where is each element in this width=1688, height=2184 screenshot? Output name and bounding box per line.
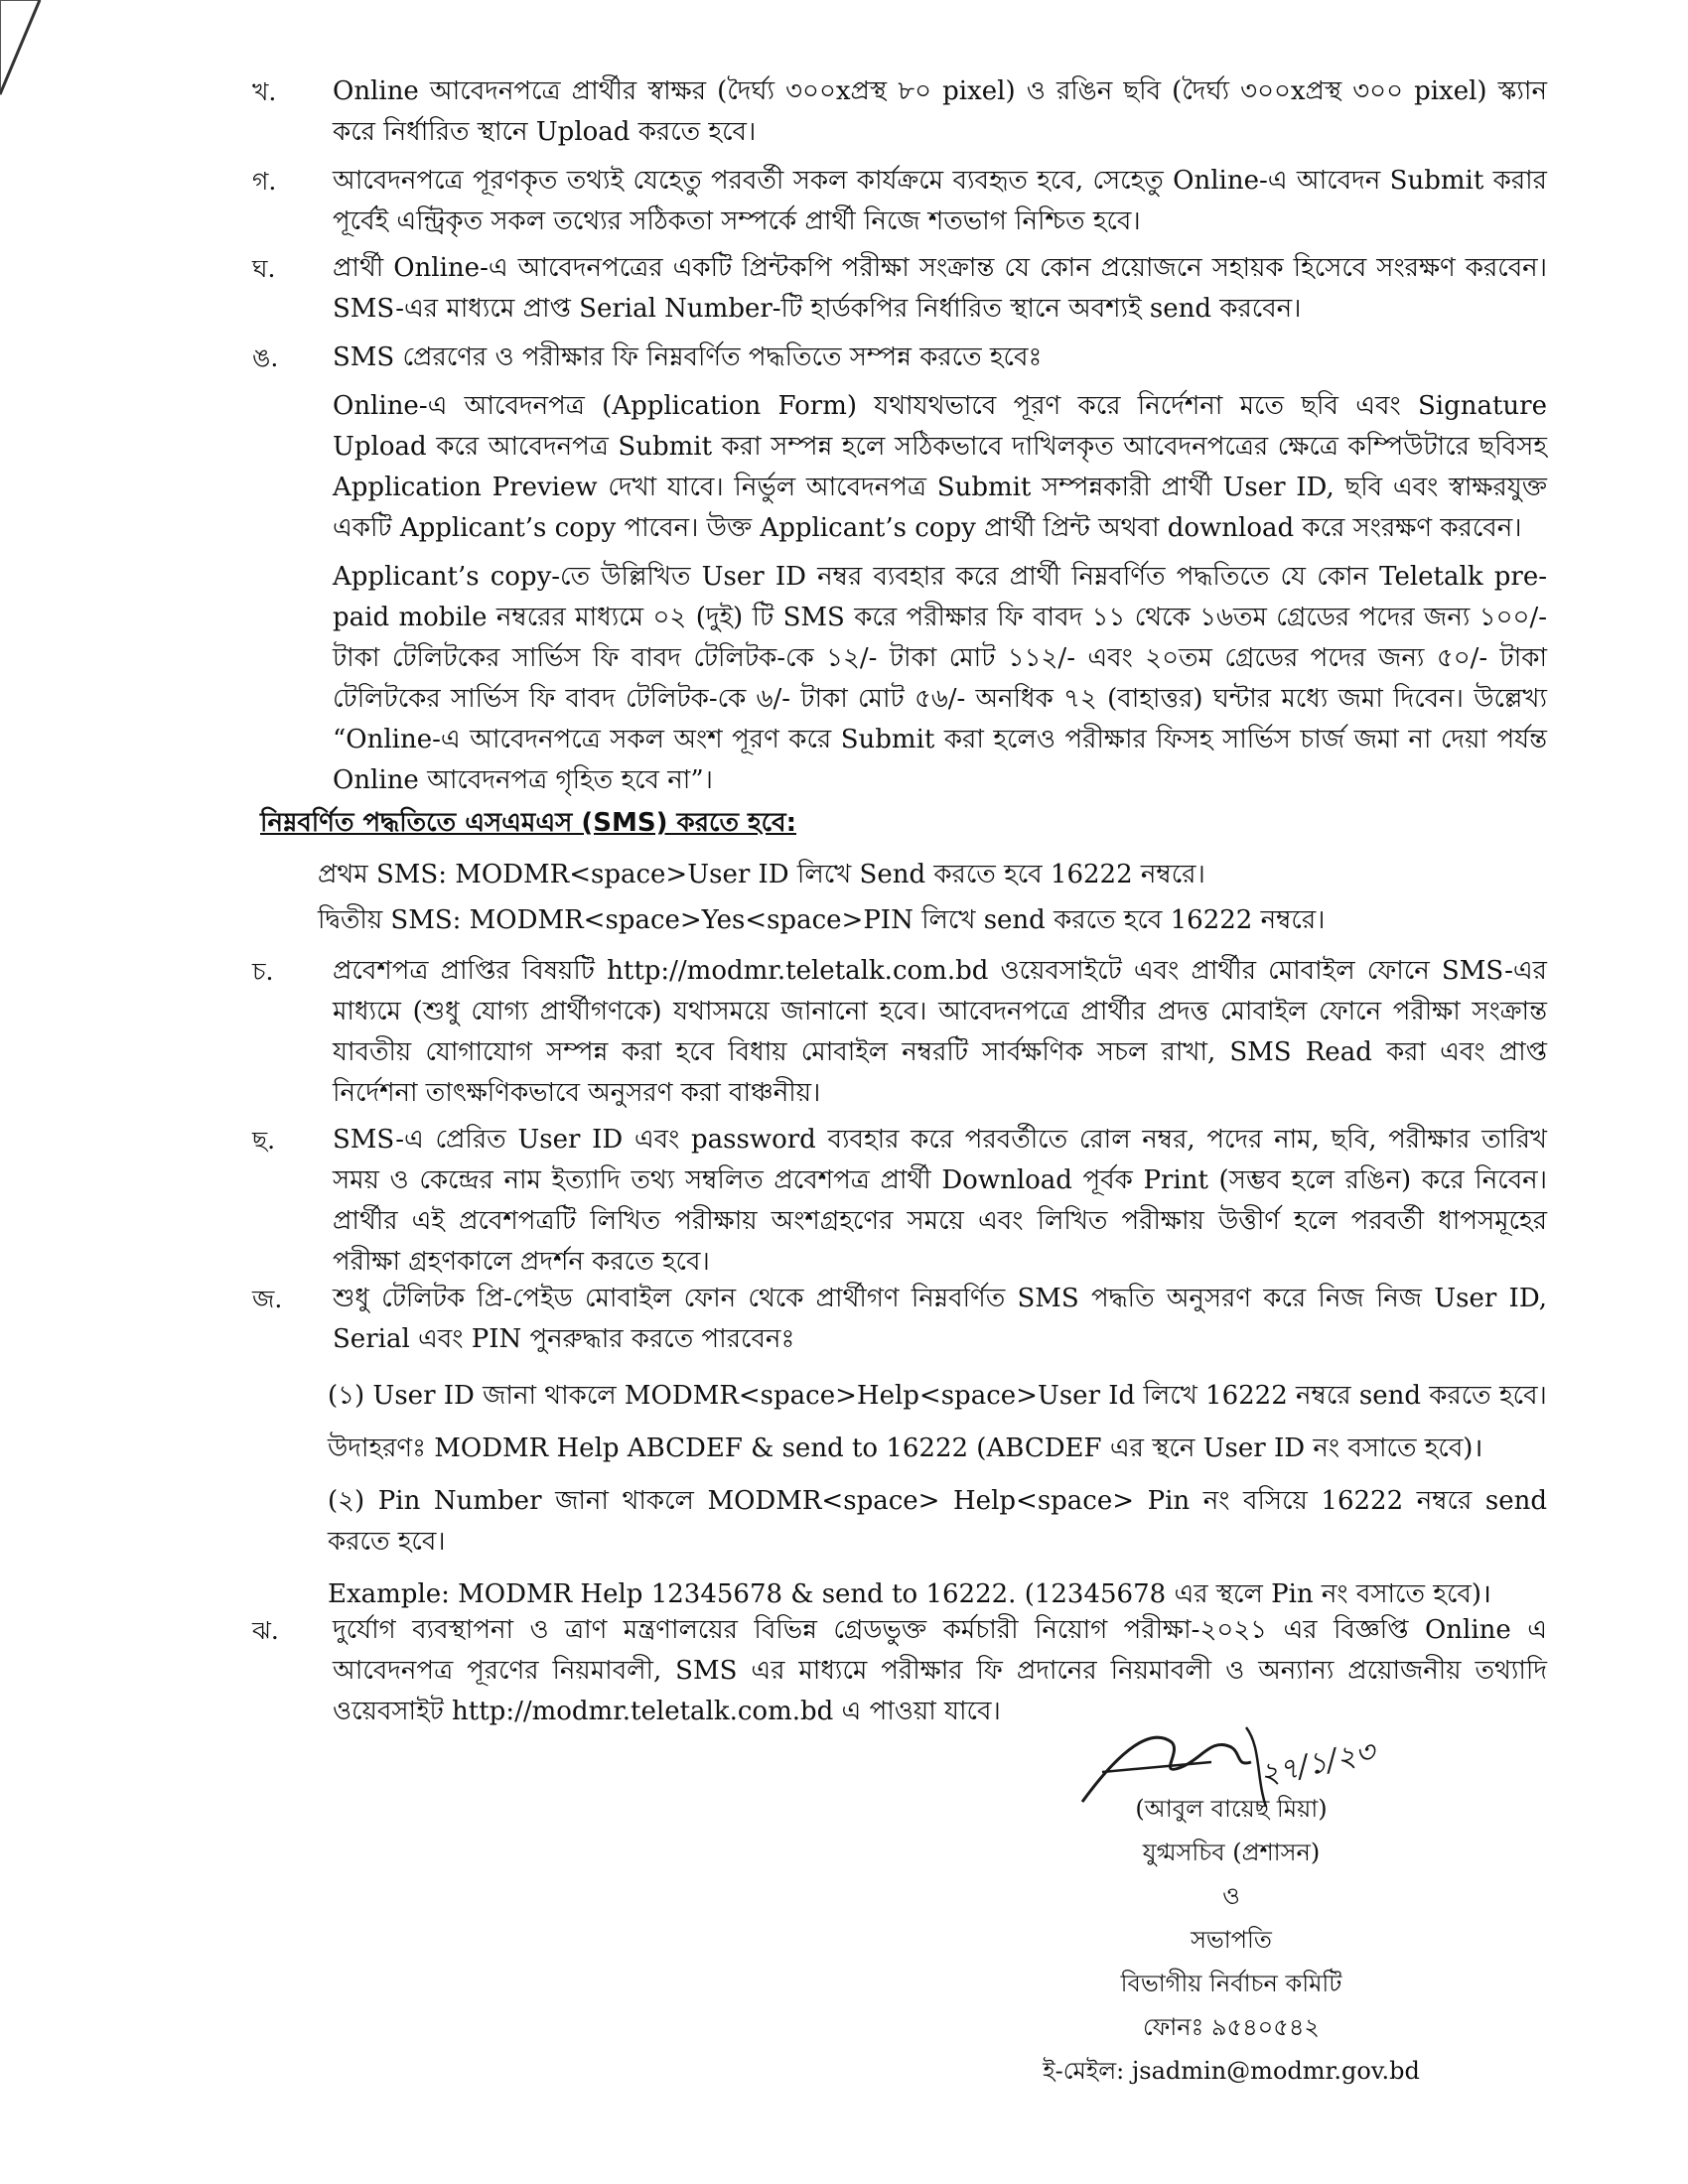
- item-ja: [252, 1279, 1547, 1368]
- item-label: খ.: [252, 77, 277, 106]
- paragraph: আবেদনপত্রে পূরণকৃত তথ্যই যেহেতু পরবর্তী সকল কার্যক্রমে ব্যবহৃত হবে, সেহেতু Online-এ আবেদন Submit করার পূর্বেই এন্ট্রিকৃত সকল তথ্যের সঠিকতা সম্পর্কে প্রার্থী নিজে শতভাগ নিশ্চিত হবে।: [333, 166, 1547, 236]
- signature-date: ২৭/১/২৩: [1256, 1734, 1378, 1793]
- sms-steps: [318, 852, 1325, 943]
- paragraph: Online-এ আবেদনপত্র (Application Form) যথাযথভাবে পূরণ করে নির্দেশনা মতে ছবি এবং Signature Upload করে আবেদনপত্র Submit করা সম্পন্ন হলে সঠিকভাবে দাখিলকৃত আবেদনপত্রের ক্ষেত্রে কম্পিউটারে ছবিসহ Application Preview দেখা যাবে। নির্ভুল আবেদনপত্র Submit সম্পন্নকারী প্রার্থী User ID, ছবি এবং স্বাক্ষরযুক্ত একটি Applicant’s copy পাবেন। উক্ত Applicant’s copy প্রার্থী প্রিন্ট অথবা download করে সংরক্ষণ করবেন।: [333, 391, 1547, 543]
- email-address: ই-মেইল: jsadmin@modmr.gov.bd: [1043, 2057, 1420, 2085]
- item-label: চ.: [252, 957, 274, 986]
- item-umo: [252, 338, 1547, 809]
- signature-block: [1013, 1787, 1450, 2093]
- item-label: জ.: [252, 1285, 283, 1313]
- item-text: [333, 1120, 1547, 1283]
- item-text: [333, 71, 1547, 153]
- signatory-designation: যুগ্মসচিব (প্রশাসন): [1142, 1839, 1321, 1866]
- item-chha: [252, 1120, 1547, 1291]
- item-kha: [252, 71, 1547, 161]
- committee-name: বিভাগীয় নির্বাচন কমিটি: [1120, 1970, 1342, 1997]
- paragraph: Applicant’s copy-তে উল্লিখিত User ID নম্বর ব্যবহার করে প্রার্থী নিম্নবর্ণিত পদ্ধতিতে যে কোন Teletalk pre-paid mobile নম্বরের মাধ্যমে ০২ (দুই) টি SMS করে পরীক্ষার ফি বাবদ ১১ থেকে ১৬তম গ্রেডের পদের জন্য ১০০/- টাকা টেলিটকের সার্ভিস ফি বাবদ টেলিটক-কে ১২/- টাকা মোট ১১২/- এবং ২০তম গ্রেডের পদের জন্য ৫০/- টাকা টেলিটকের সার্ভিস ফি বাবদ টেলিটক-কে ৬/- টাকা মোট ৫৬/- অনধিক ৭২ (বাহাত্তর) ঘন্টার মধ্যে জমা দিবেন। উল্লেখ্য “Online-এ আবেদনপত্রে সকল অংশ পূরণ করে Submit করা হলেও পরীক্ষার ফিসহ সার্ভিস চার্জ জমা না দেয়া পর্যন্ত Online আবেদনপত্র গৃহিত হবে না”।: [333, 562, 1547, 795]
- signatory-role: সভাপতি: [1191, 1926, 1272, 1954]
- item-label: ঝ.: [252, 1616, 279, 1645]
- sms-step: প্রথম SMS: MODMR<space>User ID লিখে Send করতে হবে 16222 নম্বরে।: [318, 860, 1205, 889]
- paragraph: প্রবেশপত্র প্রাপ্তির বিষয়টি http://modmr.teletalk.com.bd ওয়েবসাইটে এবং প্রার্থীর মোবাইল ফোনে SMS-এর মাধ্যমে (শুধু যোগ্য প্রার্থীগণকে) যথাসময়ে জানানো হবে। আবেদনপত্রে প্রার্থীর প্রদত্ত মোবাইল ফোনে পরীক্ষা সংক্রান্ত যাবতীয় যোগাযোগ সম্পন্ন করা হবে বিধায় মোবাইল নম্বরটি সার্বক্ষণিক সচল রাখা, SMS Read করা এবং প্রাপ্ত নির্দেশনা তাৎক্ষণিকভাবে অনুসরণ করা বাঞ্চনীয়।: [333, 956, 1547, 1108]
- item-ga: [252, 161, 1547, 250]
- item-text: [333, 1279, 1547, 1360]
- phone-number: ফোনঃ ৯৫৪০৫৪২: [1142, 2013, 1321, 2041]
- item-text: [333, 338, 1547, 801]
- recovery-line: (২) Pin Number জানা থাকলে MODMR<space> Help<space> Pin নং বসিয়ে 16222 নম্বরে send করতে হবে।: [328, 1486, 1547, 1557]
- sms-heading: নিম্নবর্ণিত পদ্ধতিতে এসএমএস (SMS) করতে হবে:: [260, 808, 796, 838]
- item-label: ঙ.: [252, 343, 279, 372]
- paragraph: SMS প্রেরণের ও পরীক্ষার ফি নিম্নবর্ণিত পদ্ধতিতে সম্পন্ন করতে হবেঃ: [333, 342, 1043, 372]
- item-text: [333, 951, 1547, 1114]
- recovery-line: উদাহরণঃ MODMR Help ABCDEF & send to 16222 (ABCDEF এর স্থনে User ID নং বসাতে হবে)।: [328, 1433, 1483, 1463]
- recovery-line: Example: MODMR Help 12345678 & send to 16222. (12345678 এর স্থলে Pin নং বসাতে হবে)।: [328, 1579, 1491, 1609]
- paragraph: SMS-এ প্রেরিত User ID এবং password ব্যবহার করে পরবর্তীতে রোল নম্বর, পদের নাম, ছবি, পরীক্ষার তারিখ সময় ও কেন্দ্রের নাম ইত্যাদি তথ্য সম্বলিত প্রবেশপত্র প্রার্থী Download পূর্বক Print (সম্ভব হলে রঙিন) করে নিবেন। প্রার্থীর এই প্রবেশপত্রটি লিখিত পরীক্ষায় অংশগ্রহণের সময়ে এবং লিখিত পরীক্ষায় উত্তীর্ণ হলে পরবর্তী ধাপসমূহের পরীক্ষা গ্রহণকালে প্রদর্শন করতে হবে।: [333, 1125, 1547, 1277]
- paragraph: শুধু টেলিটক প্রি-পেইড মোবাইল ফোন থেকে প্রার্থীগণ নিম্নবর্ণিত SMS পদ্ধতি অনুসরণ করে নিজ নিজ User ID, Serial এবং PIN পুনরুদ্ধার করতে পারবেনঃ: [333, 1284, 1547, 1354]
- item-cha: [252, 951, 1547, 1122]
- paragraph: Online আবেদনপত্রে প্রার্থীর স্বাক্ষর (দৈর্ঘ্য ৩০০xপ্রস্থ ৮০ pixel) ও রঙিন ছবি (দৈর্ঘ্য ৩০০xপ্রস্থ ৩০০ pixel) স্ক্যান করে নির্ধারিত স্থানে Upload করতে হবে।: [333, 76, 1547, 147]
- recovery-line: (১) User ID জানা থাকলে MODMR<space>Help<space>User Id লিখে 16222 নম্বরে send করতে হবে।: [328, 1381, 1547, 1411]
- sms-step: দ্বিতীয় SMS: MODMR<space>Yes<space>PIN লিখে send করতে হবে 16222 নম্বরে।: [318, 905, 1326, 935]
- item-label: গ.: [252, 167, 277, 196]
- item-text: [333, 248, 1547, 330]
- item-gha: [252, 248, 1547, 338]
- item-text: [333, 161, 1547, 242]
- item-label: ঘ.: [252, 254, 276, 283]
- paragraph: দুর্যোগ ব্যবস্থাপনা ও ত্রাণ মন্ত্রণালয়ের বিভিন্ন গ্রেডভুক্ত কর্মচারী নিয়োগ পরীক্ষা-২০২১ এর বিজ্ঞপ্তি Online এ আবেদনপত্র পূরণের নিয়মাবলী, SMS এর মাধ্যমে পরীক্ষার ফি প্রদানের নিয়মাবলী ও অন্যান্য প্রয়োজনীয় তথ্যাদি ওয়েবসাইট http://modmr.teletalk.com.bd এ পাওয়া যাবে।: [333, 1615, 1547, 1726]
- signatory-name: (আবুল বায়েছ মিয়া): [1135, 1795, 1328, 1823]
- scan-corner-mark: [0, 0, 60, 109]
- item-label: ছ.: [252, 1126, 276, 1155]
- conjunction: ও: [1222, 1882, 1240, 1910]
- recovery-instructions: [328, 1376, 1547, 1627]
- paragraph: প্রার্থী Online-এ আবেদনপত্রের একটি প্রিন্টকপি পরীক্ষা সংক্রান্ত যে কোন প্রয়োজনে সহায়ক হিসেবে সংরক্ষণ করবেন। SMS-এর মাধ্যমে প্রাপ্ত Serial Number-টি হার্ডকপির নির্ধারিত স্থানে অবশ্যই send করবেন।: [333, 253, 1547, 324]
